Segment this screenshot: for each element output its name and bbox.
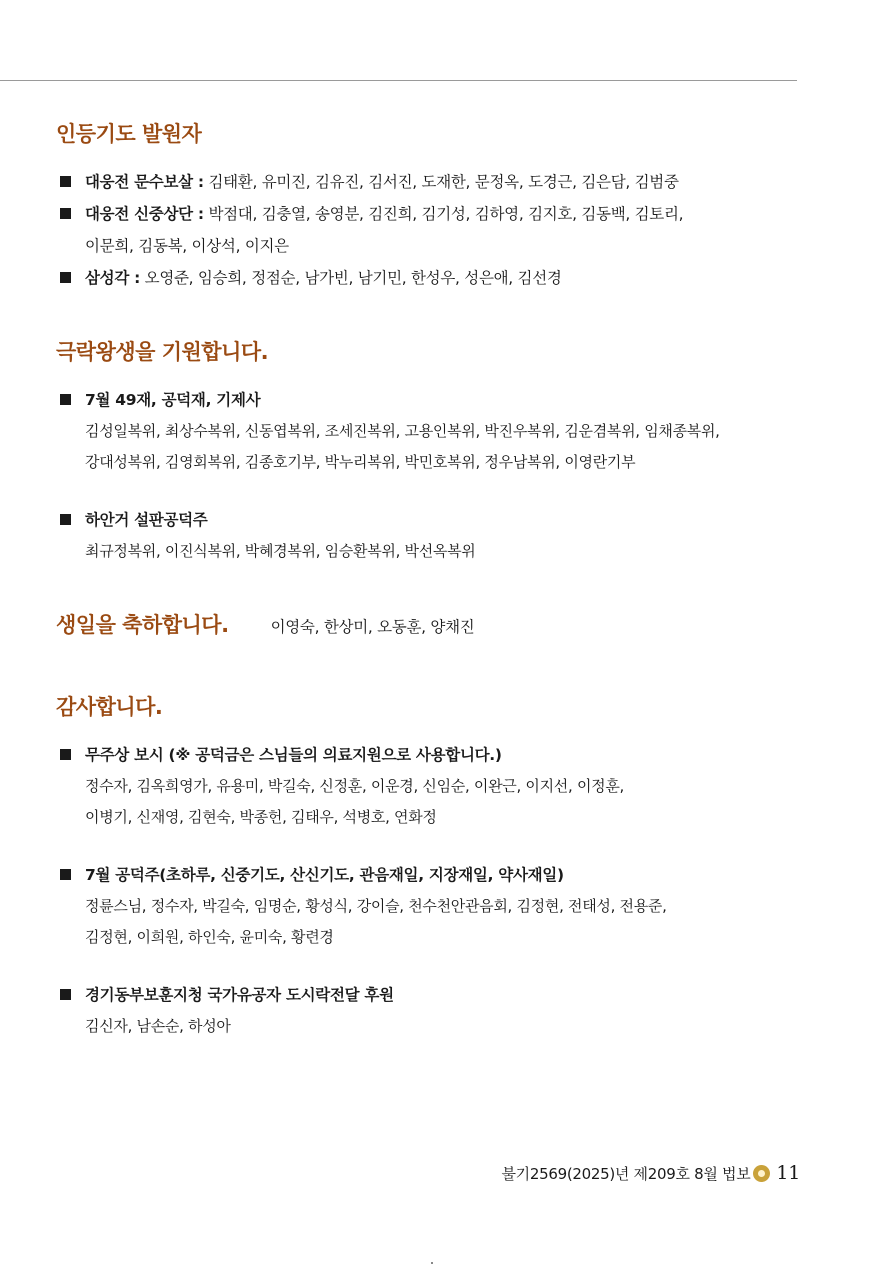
thanks-section: [56, 691, 836, 1042]
birthday-section: [56, 609, 836, 639]
square-bullet-icon: [60, 272, 71, 283]
list-item: [56, 384, 836, 478]
section-heading: 극락왕생을 기원합니다.: [56, 340, 269, 364]
item-names-continued: 이문희, 김동복, 이상석, 이지은: [85, 237, 289, 255]
list-item: [56, 262, 836, 294]
top-rule: [0, 80, 797, 81]
sub-title-line: [56, 384, 836, 416]
item-label: 대웅전 문수보살 :: [85, 173, 204, 191]
square-bullet-icon: [60, 869, 71, 880]
item-names: 김태환, 유미진, 김유진, 김서진, 도재한, 문정옥, 도경근, 김은담, 김범중: [203, 173, 679, 191]
lotus-emblem-icon: [753, 1165, 770, 1182]
section-heading: 감사합니다.: [56, 695, 163, 719]
lantern-prayer-section: [56, 118, 836, 294]
newsletter-page: [56, 118, 836, 1084]
names-line: 이병기, 신재영, 김현숙, 박종헌, 김태우, 석병호, 연화정: [85, 808, 437, 826]
names-line: 김신자, 남손순, 하성아: [85, 1017, 231, 1035]
list-item: [56, 198, 836, 230]
item-title: 7월 공덕주(초하루, 신중기도, 산신기도, 관음재일, 지장재일, 약사재일): [85, 866, 564, 884]
list-item: [56, 979, 836, 1042]
item-label: 삼성각 :: [85, 269, 141, 287]
names-line: 김정현, 이희원, 하인숙, 윤미숙, 황련경: [85, 928, 334, 946]
sub-title-line: [56, 739, 836, 771]
square-bullet-icon: [60, 749, 71, 760]
square-bullet-icon: [60, 208, 71, 219]
square-bullet-icon: [60, 514, 71, 525]
page-footer: [501, 1162, 800, 1184]
names-line: 정륜스님, 정수자, 박길숙, 임명순, 황성식, 강이슬, 천수천안관음회, 김정현, 전태성, 전용준,: [85, 897, 667, 915]
rebirth-prayer-section: [56, 336, 836, 567]
square-bullet-icon: [60, 176, 71, 187]
item-title: 무주상 보시 (※ 공덕금은 스님들의 의료지원으로 사용합니다.): [85, 746, 502, 764]
item-names: 오영준, 임승희, 정점순, 남가빈, 남기민, 한성우, 성은애, 김선경: [140, 269, 562, 287]
list-item: [56, 166, 836, 198]
item-title: 경기동부보훈지청 국가유공자 도시락전달 후원: [85, 986, 394, 1004]
list-item: [56, 739, 836, 833]
birthday-names: 이영숙, 한상미, 오동훈, 양채진: [270, 618, 475, 636]
names-line: 김성일복위, 최상수복위, 신동엽복위, 조세진복위, 고용인복위, 박진우복위, 김운겸복위, 임채종복위,: [85, 422, 720, 440]
names-line: 최규정복위, 이진식복위, 박혜경복위, 임승환복위, 박선옥복위: [85, 542, 476, 560]
sub-title-line: [56, 504, 836, 536]
page-number: 11: [776, 1162, 800, 1184]
item-title: 하안거 설판공덕주: [85, 511, 208, 529]
item-title: 7월 49재, 공덕재, 기제사: [85, 391, 261, 409]
item-label: 대웅전 신중상단 :: [85, 205, 204, 223]
section-heading: 생일을 축하합니다.: [56, 613, 229, 637]
item-names: 박점대, 김충열, 송영분, 김진희, 김기성, 김하영, 김지호, 김동백, 김토리,: [203, 205, 684, 223]
sub-title-line: [56, 859, 836, 891]
section-heading: 인등기도 발원자: [56, 122, 202, 146]
edition-text: 불기2569(2025)년 제209호 8월 법보: [501, 1164, 751, 1183]
list-item: [56, 859, 836, 953]
names-line: 정수자, 김옥희영가, 유용미, 박길숙, 신정훈, 이운경, 신임순, 이완근, 이지선, 이정훈,: [85, 777, 624, 795]
print-mark: [431, 1262, 433, 1264]
list-item: [56, 504, 836, 567]
square-bullet-icon: [60, 989, 71, 1000]
names-line: 강대성복위, 김영회복위, 김종호기부, 박누리복위, 박민호복위, 정우남복위, 이영란기부: [85, 453, 636, 471]
sub-title-line: [56, 979, 836, 1011]
square-bullet-icon: [60, 394, 71, 405]
